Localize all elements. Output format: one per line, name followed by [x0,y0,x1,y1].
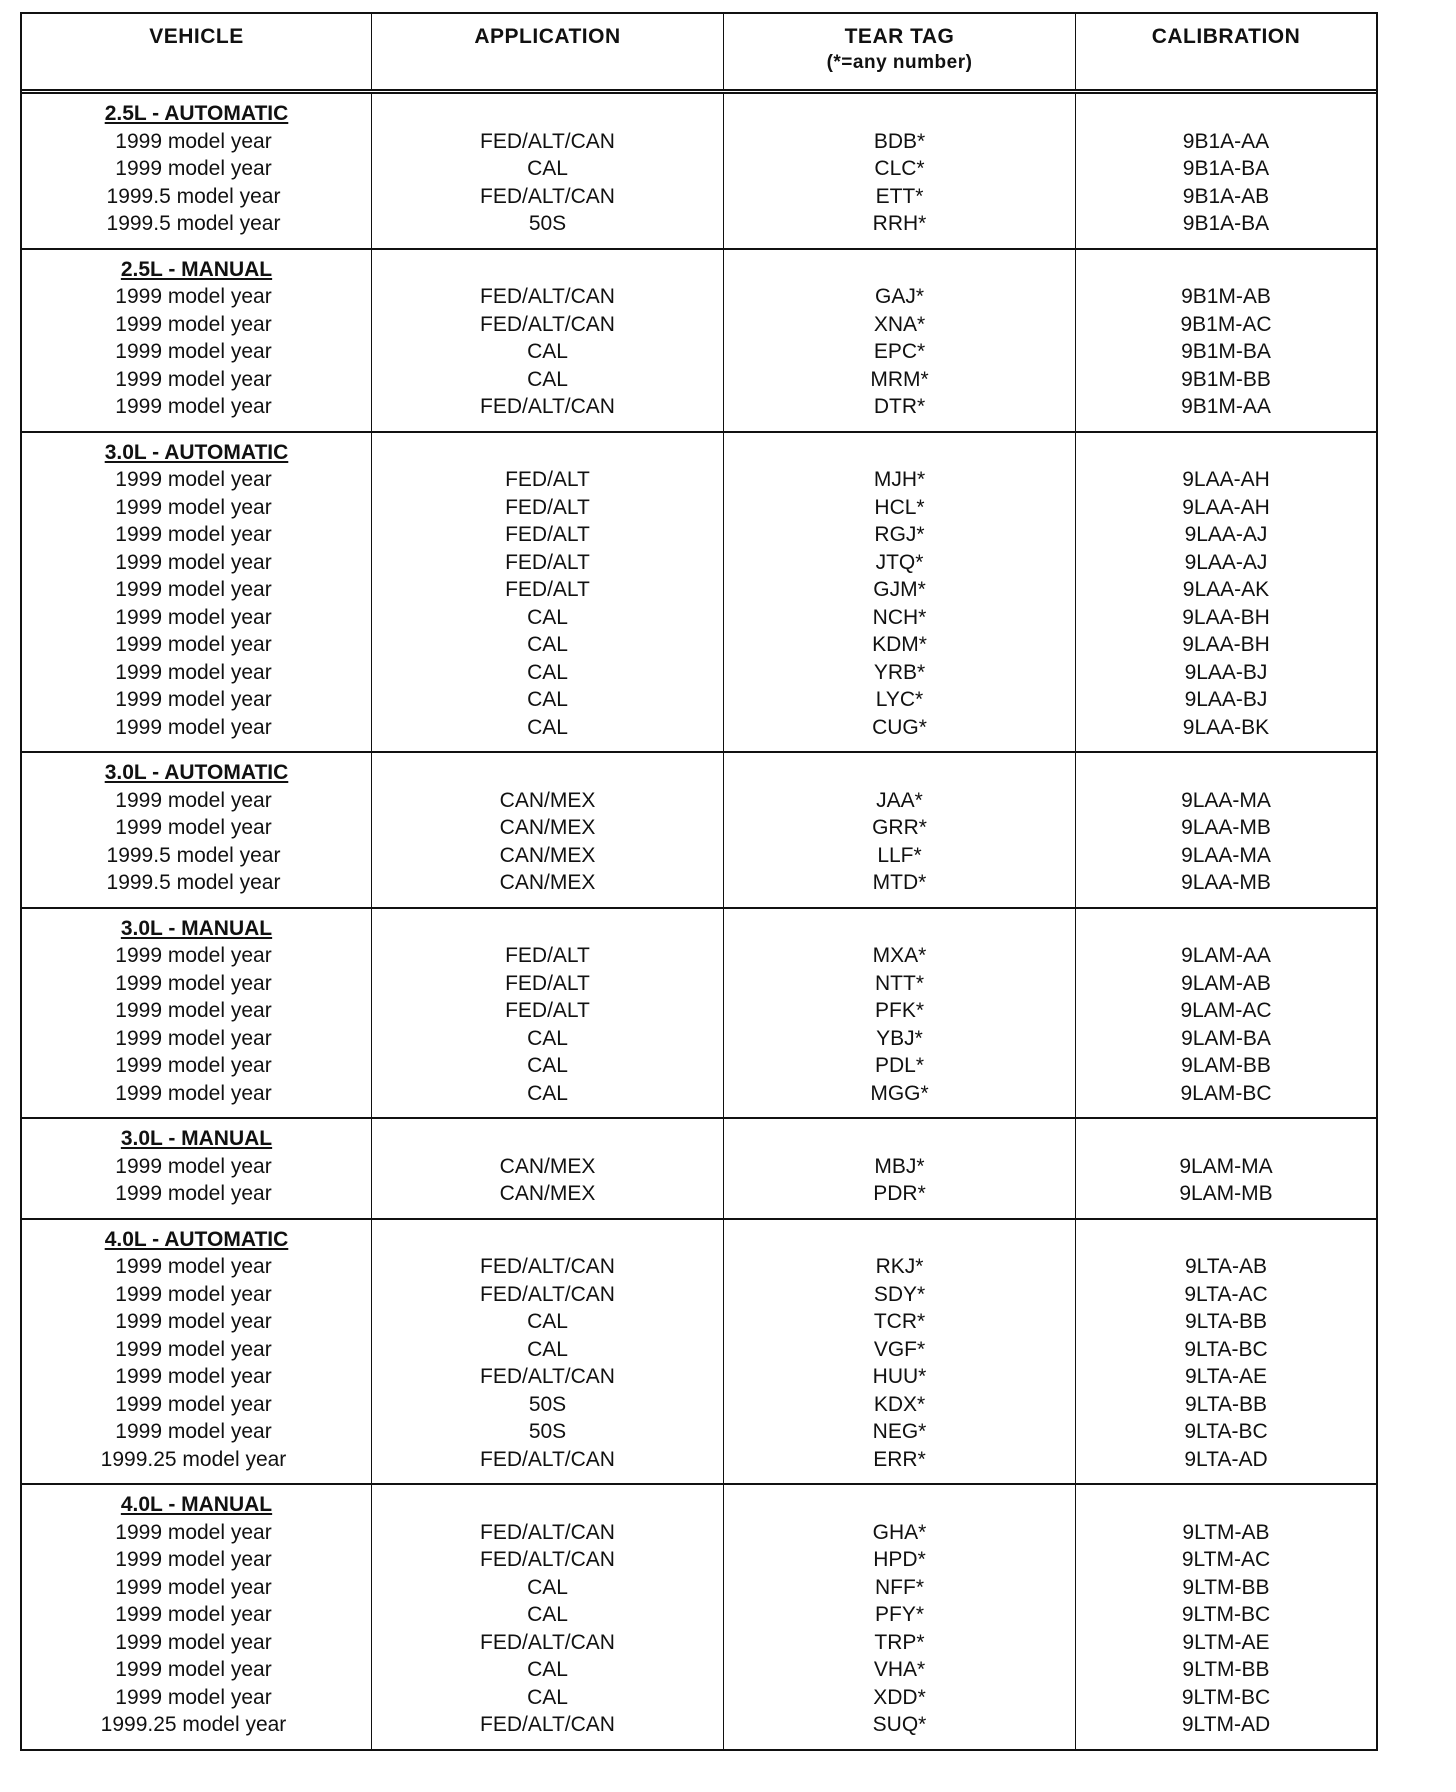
header-calibration-label: CALIBRATION [1151,25,1301,48]
cell-calibration: 9LAA-MA [1181,843,1271,867]
cell-application: FED/ALT [505,550,590,574]
cell-vehicle: 1999.5 model year [106,212,281,235]
cell-calibration: 9LTA-BB [1184,1392,1268,1416]
cell-calibration: 9LAA-AH [1182,495,1270,519]
column-calibration [1076,1485,1376,1749]
cell-calibration: 9LAM-MB [1179,1182,1273,1205]
section-title: 3.0L - AUTOMATIC [104,440,289,464]
cell-vehicle: 1999 model year [115,1026,272,1050]
column-tear-tag [724,250,1076,431]
cell-application: CAL [527,1658,568,1681]
cell-vehicle: 1999 model year [115,1603,272,1626]
section-title-spacer [1076,100,1376,128]
cell-application: CAN/MEX [499,1182,596,1205]
cell-vehicle: 1999 model year [115,971,272,995]
cell-calibration: 9LAA-BH [1182,605,1270,629]
cell-vehicle: 1999.5 model year [106,184,281,208]
cell-application: CAL [527,1081,568,1105]
cell-vehicle: 1999 model year [115,1154,272,1178]
cell-vehicle: 1999 model year [115,1548,272,1571]
cell-application: FED/ALT/CAN [480,1520,615,1544]
cell-calibration: 9LAM-MA [1179,1154,1273,1178]
cell-tear-tag: BDB* [873,129,926,153]
column-application [372,1485,724,1749]
cell-tear-tag: TRP* [874,1630,925,1654]
cell-vehicle: 1999.25 model year [100,1447,287,1471]
cell-application: FED/ALT [505,468,590,491]
cell-application: FED/ALT/CAN [480,129,615,153]
cell-vehicle: 1999 model year [115,495,272,519]
cell-tear-tag: TCR* [873,1310,926,1333]
cell-vehicle: 1999 model year [115,788,272,812]
cell-calibration: 9B1M-BB [1181,367,1271,391]
cell-vehicle: 1999 model year [115,1255,272,1278]
table-section [22,1117,1376,1218]
cell-calibration: 9LAA-BK [1182,715,1270,739]
column-calibration [1076,250,1376,431]
cell-tear-tag: RKJ* [875,1255,924,1278]
cell-calibration: 9B1M-BA [1181,340,1271,363]
cell-calibration: 9LTA-AD [1184,1447,1268,1471]
table-section [22,907,1376,1118]
section-title-spacer [724,759,1075,787]
section-title-spacer [372,1491,723,1519]
cell-calibration: 9LAA-BJ [1184,660,1268,684]
header-application [372,14,724,89]
header-tear-tag [724,14,1076,89]
cell-application: FED/ALT/CAN [480,1255,615,1278]
cell-tear-tag: DTR* [873,395,926,418]
column-application [372,753,724,907]
section-title: 4.0L - AUTOMATIC [104,1227,289,1251]
cell-application: CAL [527,1685,568,1709]
cell-tear-tag: KDX* [873,1392,926,1416]
column-tear-tag [724,1485,1076,1749]
cell-calibration: 9LTM-AD [1181,1713,1271,1736]
cell-tear-tag: GAJ* [874,285,924,308]
cell-tear-tag: KDM* [872,633,927,656]
cell-application: CAL [527,633,568,656]
cell-application: FED/ALT/CAN [480,1447,615,1471]
cell-application: CAL [527,157,568,180]
cell-vehicle: 1999 model year [115,1310,272,1333]
column-tear-tag [724,94,1076,248]
cell-vehicle: 1999 model year [115,715,272,739]
cell-vehicle: 1999 model year [115,395,272,418]
cell-vehicle: 1999.5 model year [106,843,281,867]
cell-tear-tag: YRB* [873,660,926,684]
column-tear-tag [724,1220,1076,1484]
cell-application: CAL [527,605,568,629]
cell-application: FED/ALT [505,999,590,1022]
cell-vehicle: 1999 model year [115,1420,272,1443]
cell-vehicle: 1999 model year [115,633,272,656]
cell-calibration: 9LTM-AC [1181,1548,1271,1571]
cell-calibration: 9LTA-BC [1184,1420,1268,1443]
table-section [22,1483,1376,1749]
cell-calibration: 9LTM-BB [1182,1658,1270,1681]
section-title-spacer [724,1491,1075,1519]
cell-tear-tag: EPC* [873,340,926,363]
table-section [22,751,1376,907]
cell-tear-tag: SUQ* [872,1713,927,1736]
cell-vehicle: 1999 model year [115,550,272,574]
cell-application: CAL [527,340,568,363]
column-vehicle [22,94,372,248]
column-calibration [1076,753,1376,907]
cell-vehicle: 1999.25 model year [100,1713,287,1736]
cell-application: 50S [528,1420,567,1443]
cell-tear-tag: YBJ* [876,1026,923,1050]
cell-vehicle: 1999 model year [115,1575,272,1599]
cell-calibration: 9LAM-AB [1181,971,1271,995]
column-application [372,1220,724,1484]
cell-vehicle: 1999 model year [115,129,272,153]
header-tear-tag-label: TEAR TAG [844,25,955,48]
table-header [22,14,1376,94]
cell-calibration: 9LAA-AJ [1184,523,1268,546]
cell-vehicle: 1999.5 model year [106,871,281,894]
cell-calibration: 9LAA-BJ [1184,688,1268,711]
cell-calibration: 9LAM-AC [1180,999,1272,1022]
header-application-label: APPLICATION [474,25,621,48]
cell-vehicle: 1999 model year [115,1392,272,1416]
section-title-spacer [372,100,723,128]
cell-calibration: 9LTA-AC [1184,1282,1268,1306]
cell-vehicle: 1999 model year [115,660,272,684]
column-vehicle [22,433,372,752]
cell-tear-tag: PFY* [874,1603,924,1626]
section-title-spacer [724,439,1075,467]
section-title-spacer [724,256,1075,284]
cell-tear-tag: VGF* [873,1337,926,1361]
column-vehicle [22,250,372,431]
section-title-spacer [724,1226,1075,1254]
section-title-spacer [372,439,723,467]
cell-calibration: 9B1M-AC [1180,312,1272,336]
cell-vehicle: 1999 model year [115,688,272,711]
cell-application: CAL [527,367,568,391]
cell-application: CAL [527,688,568,711]
cell-tear-tag: GHA* [872,1520,927,1544]
section-title: 3.0L - MANUAL [120,916,273,940]
cell-tear-tag: VHA* [873,1658,926,1681]
cell-calibration: 9B1M-AB [1181,285,1271,308]
cell-application: 50S [528,212,567,235]
calibration-table [20,12,1378,1751]
section-title-spacer [1076,759,1376,787]
cell-tear-tag: XNA* [873,312,926,336]
cell-calibration: 9B1M-AA [1181,395,1271,418]
cell-tear-tag: MJH* [873,468,926,491]
section-title-spacer [1076,915,1376,943]
cell-tear-tag: MGG* [870,1081,929,1105]
cell-calibration: 9LAA-BH [1182,633,1270,656]
section-title-spacer [1076,1226,1376,1254]
section-title: 2.5L - MANUAL [120,257,273,281]
cell-tear-tag: RGJ* [874,523,925,546]
table-section [22,1218,1376,1484]
cell-tear-tag: NTT* [875,971,924,995]
cell-tear-tag: JAA* [876,788,923,812]
cell-tear-tag: JTQ* [875,550,924,574]
cell-application: CAL [527,1026,568,1050]
section-title-spacer [724,915,1075,943]
cell-tear-tag: MXA* [872,944,927,967]
cell-vehicle: 1999 model year [115,816,272,839]
cell-calibration: 9LTM-AE [1182,1630,1270,1654]
cell-application: FED/ALT/CAN [480,1713,615,1736]
cell-tear-tag: MBJ* [874,1154,925,1178]
section-title-spacer [1076,1491,1376,1519]
section-title-spacer [724,1125,1075,1153]
cell-calibration: 9B1A-AA [1182,129,1270,153]
cell-application: FED/ALT [505,578,590,601]
cell-vehicle: 1999 model year [115,523,272,546]
cell-application: FED/ALT/CAN [480,184,615,208]
cell-vehicle: 1999 model year [115,1365,272,1388]
cell-tear-tag: HPD* [873,1548,926,1571]
column-calibration [1076,1119,1376,1218]
header-calibration [1076,14,1376,89]
cell-tear-tag: ERR* [873,1447,926,1471]
cell-tear-tag: HCL* [874,495,925,519]
column-tear-tag [724,1119,1076,1218]
column-vehicle [22,909,372,1118]
cell-application: FED/ALT/CAN [480,285,615,308]
cell-vehicle: 1999 model year [115,157,272,180]
cell-tear-tag: SDY* [873,1282,926,1306]
cell-calibration: 9LAM-BA [1181,1026,1271,1050]
cell-calibration: 9LTA-AE [1184,1365,1268,1388]
cell-calibration: 9LAA-AJ [1184,550,1268,574]
section-title: 4.0L - MANUAL [120,1493,273,1516]
cell-vehicle: 1999 model year [115,1520,272,1544]
cell-application: CAL [527,1054,568,1077]
column-vehicle [22,753,372,907]
cell-vehicle: 1999 model year [115,1081,272,1105]
section-title-spacer [372,759,723,787]
cell-vehicle: 1999 model year [115,1054,272,1077]
header-vehicle-label: VEHICLE [149,25,244,48]
cell-vehicle: 1999 model year [115,944,272,967]
cell-tear-tag: XDD* [873,1685,926,1709]
cell-application: FED/ALT [505,495,590,519]
cell-tear-tag: LYC* [875,688,924,711]
cell-application: FED/ALT/CAN [480,312,615,336]
cell-tear-tag: PDR* [873,1182,926,1205]
cell-calibration: 9LAA-MA [1181,788,1271,812]
cell-calibration: 9LTM-BB [1182,1575,1270,1599]
cell-application: CAL [527,1310,568,1333]
cell-vehicle: 1999 model year [115,312,272,336]
cell-application: 50S [528,1392,567,1416]
column-tear-tag [724,433,1076,752]
column-application [372,433,724,752]
column-calibration [1076,94,1376,248]
cell-application: FED/ALT/CAN [480,1365,615,1388]
cell-calibration: 9LTA-BB [1184,1310,1268,1333]
cell-calibration: 9LAA-AK [1182,578,1270,601]
column-calibration [1076,909,1376,1118]
cell-vehicle: 1999 model year [115,1685,272,1709]
cell-calibration: 9LAM-BB [1181,1054,1271,1077]
cell-application: FED/ALT/CAN [480,1630,615,1654]
cell-application: FED/ALT [505,523,590,546]
column-tear-tag [724,753,1076,907]
cell-calibration: 9LTM-BC [1181,1685,1271,1709]
cell-vehicle: 1999 model year [115,367,272,391]
cell-vehicle: 1999 model year [115,285,272,308]
cell-vehicle: 1999 model year [115,999,272,1022]
cell-tear-tag: NEG* [872,1420,927,1443]
cell-application: CAL [527,660,568,684]
header-vehicle [22,14,372,89]
column-calibration [1076,433,1376,752]
cell-tear-tag: PDL* [874,1054,925,1077]
cell-tear-tag: GRR* [872,816,927,839]
column-vehicle [22,1119,372,1218]
cell-application: CAL [527,1603,568,1626]
cell-tear-tag: NFF* [875,1575,924,1599]
cell-tear-tag: MRM* [870,367,929,391]
cell-application: CAL [527,1337,568,1361]
cell-calibration: 9LAM-BC [1180,1081,1272,1105]
table-section [22,248,1376,431]
cell-calibration: 9B1A-AB [1182,184,1270,208]
section-title-spacer [372,1226,723,1254]
column-tear-tag [724,909,1076,1118]
table-body [22,94,1376,1749]
cell-application: CAN/MEX [499,788,596,812]
table-section [22,431,1376,752]
section-title-spacer [372,915,723,943]
table-section [22,94,1376,248]
column-application [372,250,724,431]
cell-vehicle: 1999 model year [115,1182,272,1205]
cell-vehicle: 1999 model year [115,468,272,491]
cell-application: FED/ALT/CAN [480,1548,615,1571]
section-title-spacer [372,256,723,284]
cell-vehicle: 1999 model year [115,1337,272,1361]
cell-vehicle: 1999 model year [115,578,272,601]
section-title-spacer [1076,439,1376,467]
cell-vehicle: 1999 model year [115,340,272,363]
cell-vehicle: 1999 model year [115,1658,272,1681]
cell-vehicle: 1999 model year [115,605,272,629]
cell-calibration: 9LAA-AH [1182,468,1270,491]
cell-calibration: 9B1A-BA [1182,212,1270,235]
cell-calibration: 9LAA-MB [1181,871,1271,894]
section-title: 2.5L - AUTOMATIC [104,102,289,125]
column-vehicle [22,1220,372,1484]
cell-application: FED/ALT/CAN [480,1282,615,1306]
cell-application: CAN/MEX [499,871,596,894]
cell-calibration: 9LTA-BC [1184,1337,1268,1361]
section-title-spacer [372,1125,723,1153]
cell-tear-tag: ETT* [875,184,924,208]
section-title-spacer [724,100,1075,128]
cell-tear-tag: HUU* [872,1365,927,1388]
cell-tear-tag: CLC* [874,157,925,180]
section-title-spacer [1076,1125,1376,1153]
cell-tear-tag: PFK* [874,999,924,1022]
cell-application: CAN/MEX [499,816,596,839]
cell-calibration: 9LTA-AB [1184,1255,1268,1278]
cell-calibration: 9B1A-BA [1182,157,1270,180]
cell-tear-tag: CUG* [872,715,927,739]
cell-application: CAN/MEX [499,1154,596,1178]
column-application [372,909,724,1118]
cell-application: CAN/MEX [499,843,596,867]
column-vehicle [22,1485,372,1749]
cell-calibration: 9LAM-AA [1181,944,1271,967]
column-application [372,94,724,248]
cell-calibration: 9LTM-AB [1182,1520,1270,1544]
cell-tear-tag: MTD* [872,871,927,894]
cell-tear-tag: LLF* [877,843,922,867]
cell-application: FED/ALT [505,944,590,967]
cell-application: CAL [527,1575,568,1599]
cell-application: FED/ALT/CAN [480,395,615,418]
section-title-spacer [1076,256,1376,284]
cell-vehicle: 1999 model year [115,1630,272,1654]
cell-vehicle: 1999 model year [115,1282,272,1306]
cell-tear-tag: NCH* [872,605,927,629]
cell-calibration: 9LAA-MB [1181,816,1271,839]
header-tear-tag-note: (*=any number) [826,52,973,73]
column-application [372,1119,724,1218]
cell-tear-tag: GJM* [873,578,926,601]
cell-application: CAL [527,715,568,739]
cell-tear-tag: RRH* [872,212,927,235]
section-title: 3.0L - MANUAL [120,1127,273,1150]
section-title: 3.0L - AUTOMATIC [104,761,289,784]
column-calibration [1076,1220,1376,1484]
cell-application: FED/ALT [505,971,590,995]
cell-calibration: 9LTM-BC [1181,1603,1271,1626]
